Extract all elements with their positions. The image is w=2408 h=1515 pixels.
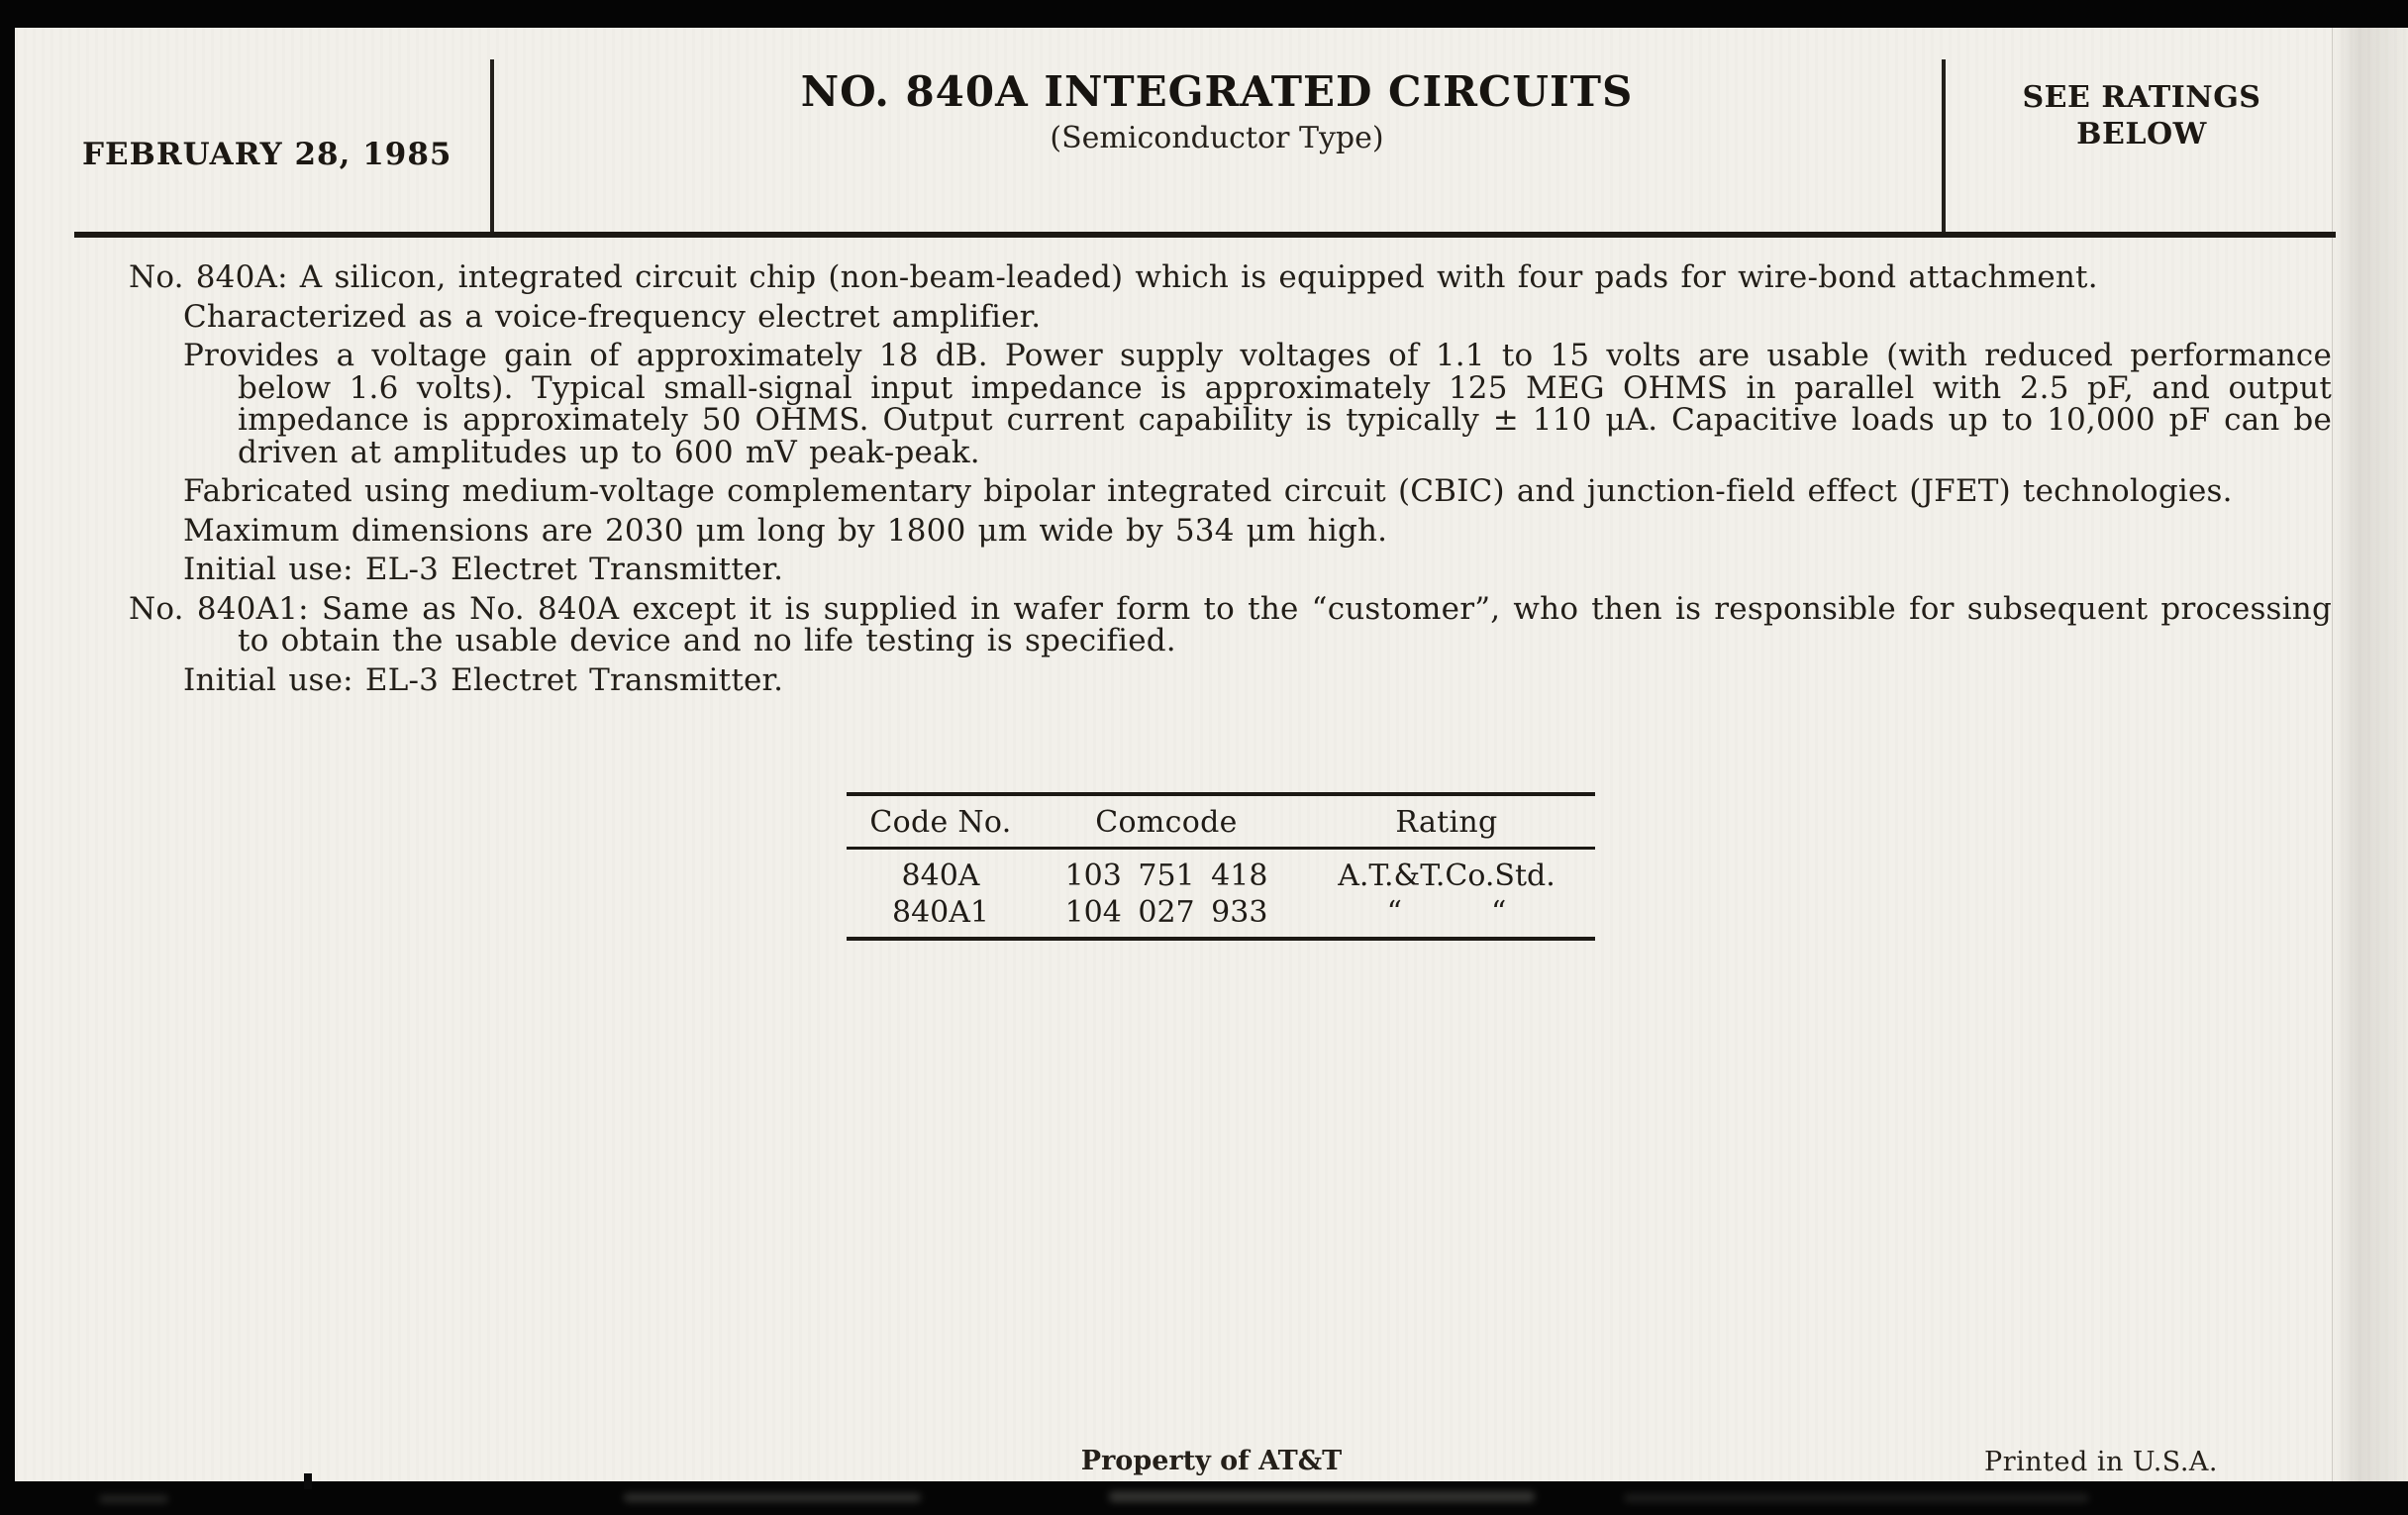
cell-rating-840a1: “ “ (1386, 895, 1507, 930)
printed-notice: Printed in U.S.A. (1984, 1447, 2218, 1477)
para-initial-use-840a1: Initial use: EL-3 Electret Transmitter. (183, 661, 784, 698)
ratings-note-line-2: BELOW (2076, 117, 2207, 152)
col-header-rating: Rating (1298, 794, 1595, 849)
cell-code-840a1: 840A1 (891, 895, 989, 930)
table-row (847, 849, 1595, 895)
scan-tick-mark (304, 1473, 312, 1489)
document-title: NO. 840A INTEGRATED CIRCUITS (800, 67, 1634, 116)
header-title-block (492, 67, 1942, 155)
property-notice: Property of AT&T (1080, 1446, 1343, 1476)
table-header-row (847, 794, 1595, 849)
cell-comcode-840a: 103 751 418 (1064, 858, 1268, 893)
para-fabrication: Fabricated using medium-voltage complementary bipolar integrated circuit (CBIC) and junction-field effect (JFET) technologies. (183, 473, 2233, 509)
cell-code-840a: 840A (901, 858, 980, 893)
para-characterized: Characterized as a voice-frequency electret amplifier. (183, 298, 1042, 335)
para-840a1-description: No. 840A1: Same as No. 840A except it is supplied in wafer form to the “customer”, who then is responsible for subsequent processing to obtain the usable device and no life testing is specified. (129, 590, 2332, 658)
cell-comcode-840a1: 104 027 933 (1064, 895, 1268, 930)
para-840a-description: No. 840A: A silicon, integrated circuit chip (non-beam-leaded) which is equipped with four pads for wire-bond attachment. (129, 259, 2098, 295)
scan-smudge (99, 1495, 168, 1503)
table-row (847, 894, 1595, 939)
scan-smudge (624, 1493, 921, 1502)
document-subtitle: (Semiconductor Type) (1050, 121, 1384, 155)
para-electrical-specs: Provides a voltage gain of approximately 18 dB. Power supply voltages of 1.1 to 15 volts are usable (with reduced performance below 1.6 volts). Typical small-signal input impedance is approximately 125 MEG OHMS in parallel with 2.5 pF, and output impedance is approximately 50 OHMS. Output current capability is typically ± 110 μA. Capacitive loads up to 10,000 pF can be driven at amplitudes up to 600 mV peak-peak. (183, 338, 2332, 470)
ratings-note-line-1: SEE RATINGS (2022, 80, 2261, 115)
page-edge-shadow (2332, 28, 2408, 1481)
document-page (15, 28, 2408, 1481)
scan-smudge (1109, 1491, 1535, 1502)
header-date: FEBRUARY 28, 1985 (82, 137, 452, 172)
cell-rating-840a: A.T.&T.Co.Std. (1338, 858, 1555, 893)
para-initial-use-840a: Initial use: EL-3 Electret Transmitter. (183, 552, 784, 587)
col-header-code-no: Code No. (847, 794, 1035, 849)
para-dimensions: Maximum dimensions are 2030 μm long by 1800 μm wide by 534 μm high. (183, 512, 1388, 549)
document-body (129, 261, 2332, 703)
header-ratings-note (1942, 79, 2342, 152)
scan-smudge (1624, 1494, 2089, 1502)
col-header-comcode: Comcode (1035, 794, 1298, 849)
header-rule (74, 232, 2336, 238)
ratings-table (847, 792, 1595, 941)
